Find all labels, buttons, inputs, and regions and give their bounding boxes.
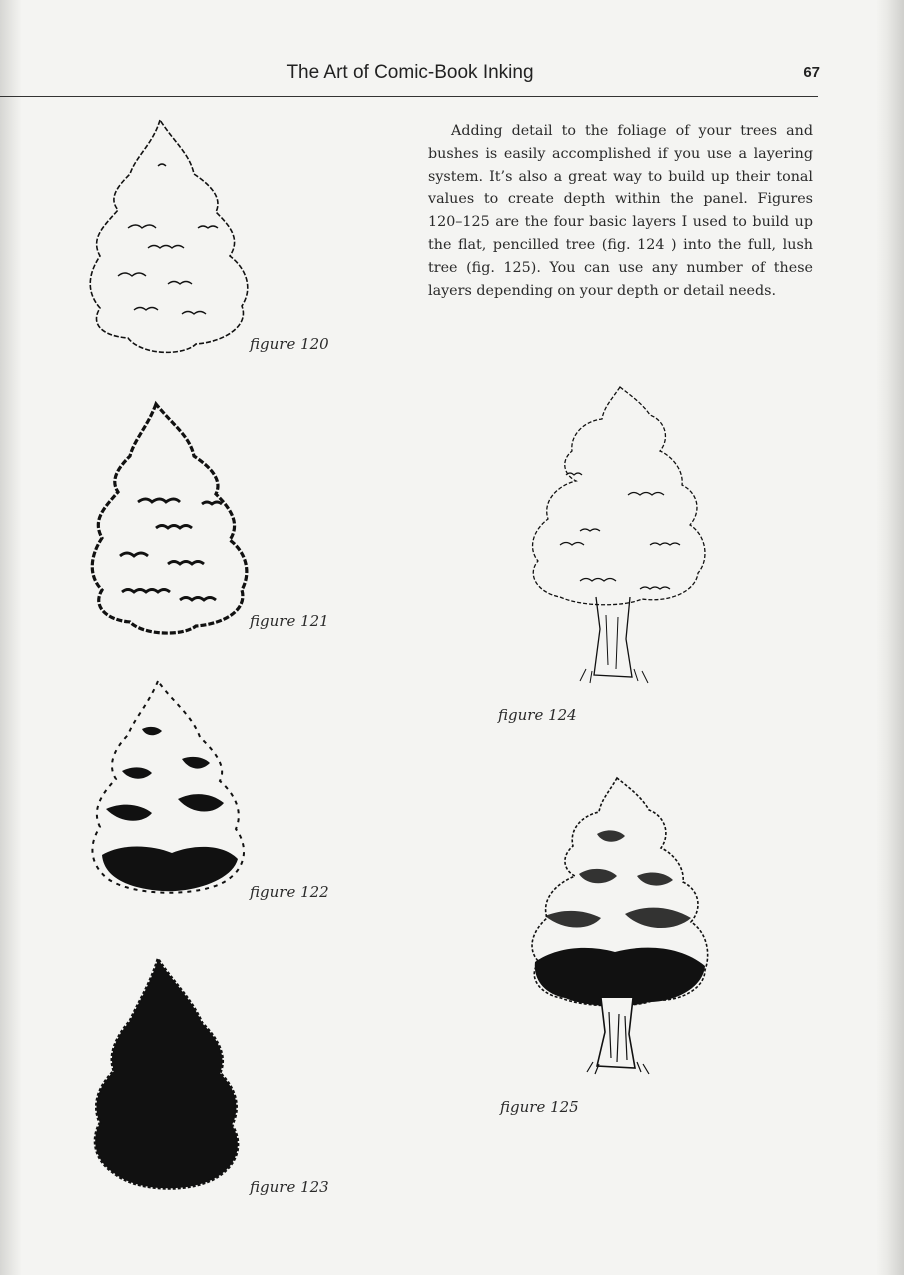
figure-124-pencilled-tree: [520, 385, 710, 690]
book-title: The Art of Comic-Book Inking: [286, 62, 534, 83]
scan-shadow-right: [876, 0, 904, 1275]
caption-figure-120: figure 120: [250, 335, 329, 353]
caption-figure-124: figure 124: [498, 706, 577, 724]
figure-120-outline-tree: [78, 116, 258, 361]
figure-123-silhouette-tree: [86, 955, 246, 1195]
figure-121-detailed-outline-tree: [82, 400, 252, 638]
page-number: 67: [803, 64, 820, 81]
figure-122-shaded-tree: [82, 675, 252, 900]
running-header: [0, 58, 904, 98]
caption-figure-122: figure 122: [250, 883, 329, 901]
body-paragraph: Adding detail to the foliage of your trees and bushes is easily accomplished if you use a layering system. It’s also a great way to build up their tonal values to create depth within the panel. Figures 120–125 are the four basic layers I used to build up the flat, pencilled tree (fig. 124 ) into the full, lush tree (fig. 125). You can use any number of these layers depending on your depth or detail needs.: [428, 123, 813, 299]
caption-figure-121: figure 121: [250, 612, 329, 630]
figure-125-lush-tree: [525, 776, 710, 1076]
header-rule: [0, 96, 818, 97]
scan-shadow-left: [0, 0, 22, 1275]
caption-figure-123: figure 123: [250, 1178, 329, 1196]
caption-figure-125: figure 125: [500, 1098, 579, 1116]
